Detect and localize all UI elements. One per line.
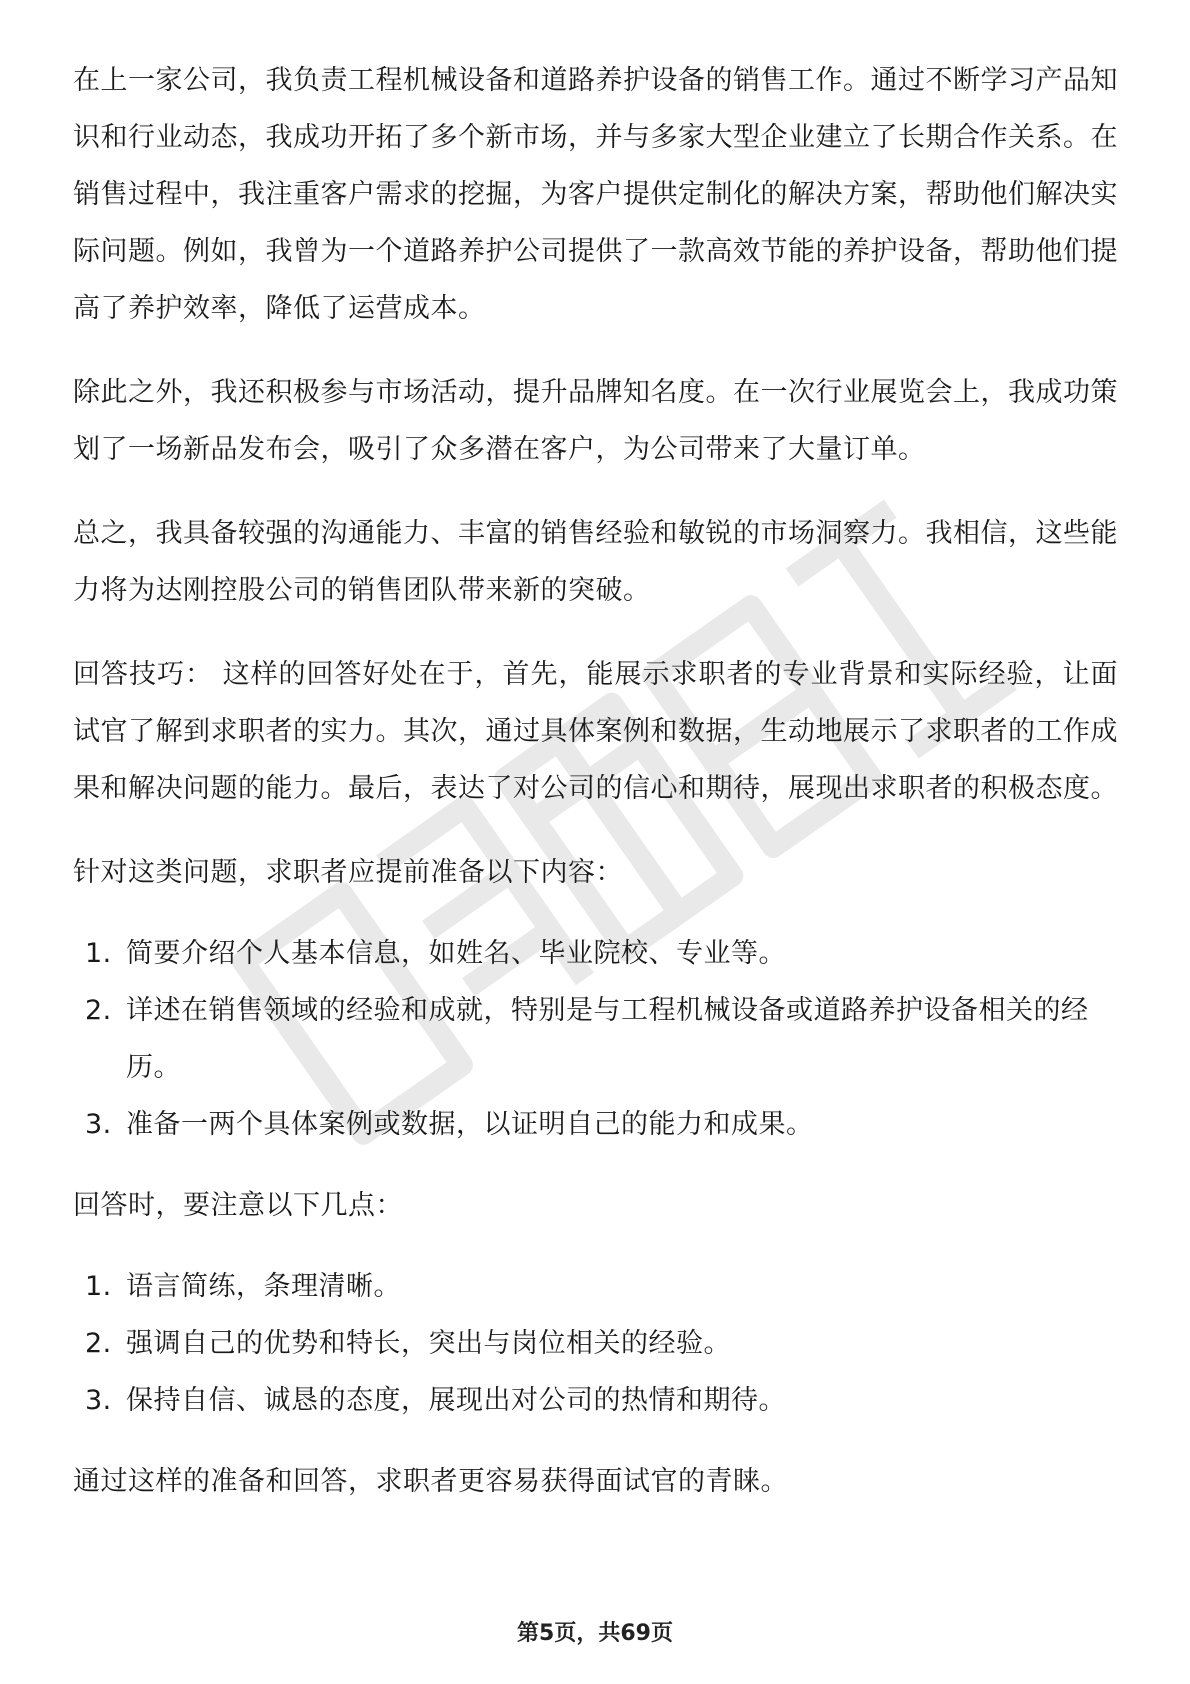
list-item xyxy=(73,982,1118,1096)
list-item xyxy=(73,1258,1118,1315)
prep-list xyxy=(73,925,1118,1153)
paragraph-experience: 在上一家公司，我负责工程机械设备和道路养护设备的销售工作。通过不断学习产品知识和行业动态，我成功开拓了多个新市场，并与多家大型企业建立了长期合作关系。在销售过程中，我注重客户需求的挖掘，为客户提供定制化的解决方案，帮助他们解决实际问题。例如，我曾为一个道路养护公司提供了一款高效节能的养护设备，帮助他们提高了养护效率，降低了运营成本。 xyxy=(73,65,1118,324)
list-item xyxy=(73,925,1118,982)
paragraph-prep-intro: 针对这类问题，求职者应提前准备以下内容： xyxy=(73,857,623,888)
main-content xyxy=(73,52,1118,1537)
list-number: 2. xyxy=(85,995,112,1026)
list-item-text: 详述在销售领域的经验和成就，特别是与工程机械设备或道路养护设备相关的经历。 xyxy=(126,995,1089,1083)
list-item-text: 保持自信、诚恳的态度，展现出对公司的热情和期待。 xyxy=(126,1385,786,1416)
list-number: 1. xyxy=(85,1271,112,1302)
paragraph-summary: 总之，我具备较强的沟通能力、丰富的销售经验和敏锐的市场洞察力。我相信，这些能力将为达刚控股公司的销售团队带来新的突破。 xyxy=(73,518,1118,606)
paragraph-notes-intro: 回答时，要注意以下几点： xyxy=(73,1190,403,1221)
paragraph-answer-tips: 回答技巧： 这样的回答好处在于，首先，能展示求职者的专业背景和实际经验，让面试官了解到求职者的实力。其次，通过具体案例和数据，生动地展示了求职者的工作成果和解决问题的能力。最后，表达了对公司的信心和期待，展现出求职者的积极态度。 xyxy=(73,659,1118,804)
list-item-text: 准备一两个具体案例或数据，以证明自己的能力和成果。 xyxy=(126,1109,814,1140)
page-number-footer: 第5页，共69页 xyxy=(517,1621,673,1646)
list-number: 3. xyxy=(85,1109,112,1140)
list-item xyxy=(73,1372,1118,1429)
paragraph-closing: 通过这样的准备和回答，求职者更容易获得面试官的青睐。 xyxy=(73,1466,788,1497)
list-number: 3. xyxy=(85,1385,112,1416)
list-item xyxy=(73,1096,1118,1153)
list-item-text: 语言简练，条理清晰。 xyxy=(126,1271,401,1302)
notes-list xyxy=(73,1258,1118,1429)
list-item-text: 简要介绍个人基本信息，如姓名、毕业院校、专业等。 xyxy=(126,938,786,969)
list-item xyxy=(73,1315,1118,1372)
list-number: 1. xyxy=(85,938,112,969)
list-item-text: 强调自己的优势和特长，突出与岗位相关的经验。 xyxy=(126,1328,731,1359)
paragraph-marketing: 除此之外，我还积极参与市场活动，提升品牌知名度。在一次行业展览会上，我成功策划了一场新品发布会，吸引了众多潜在客户，为公司带来了大量订单。 xyxy=(73,377,1118,465)
list-number: 2. xyxy=(85,1328,112,1359)
